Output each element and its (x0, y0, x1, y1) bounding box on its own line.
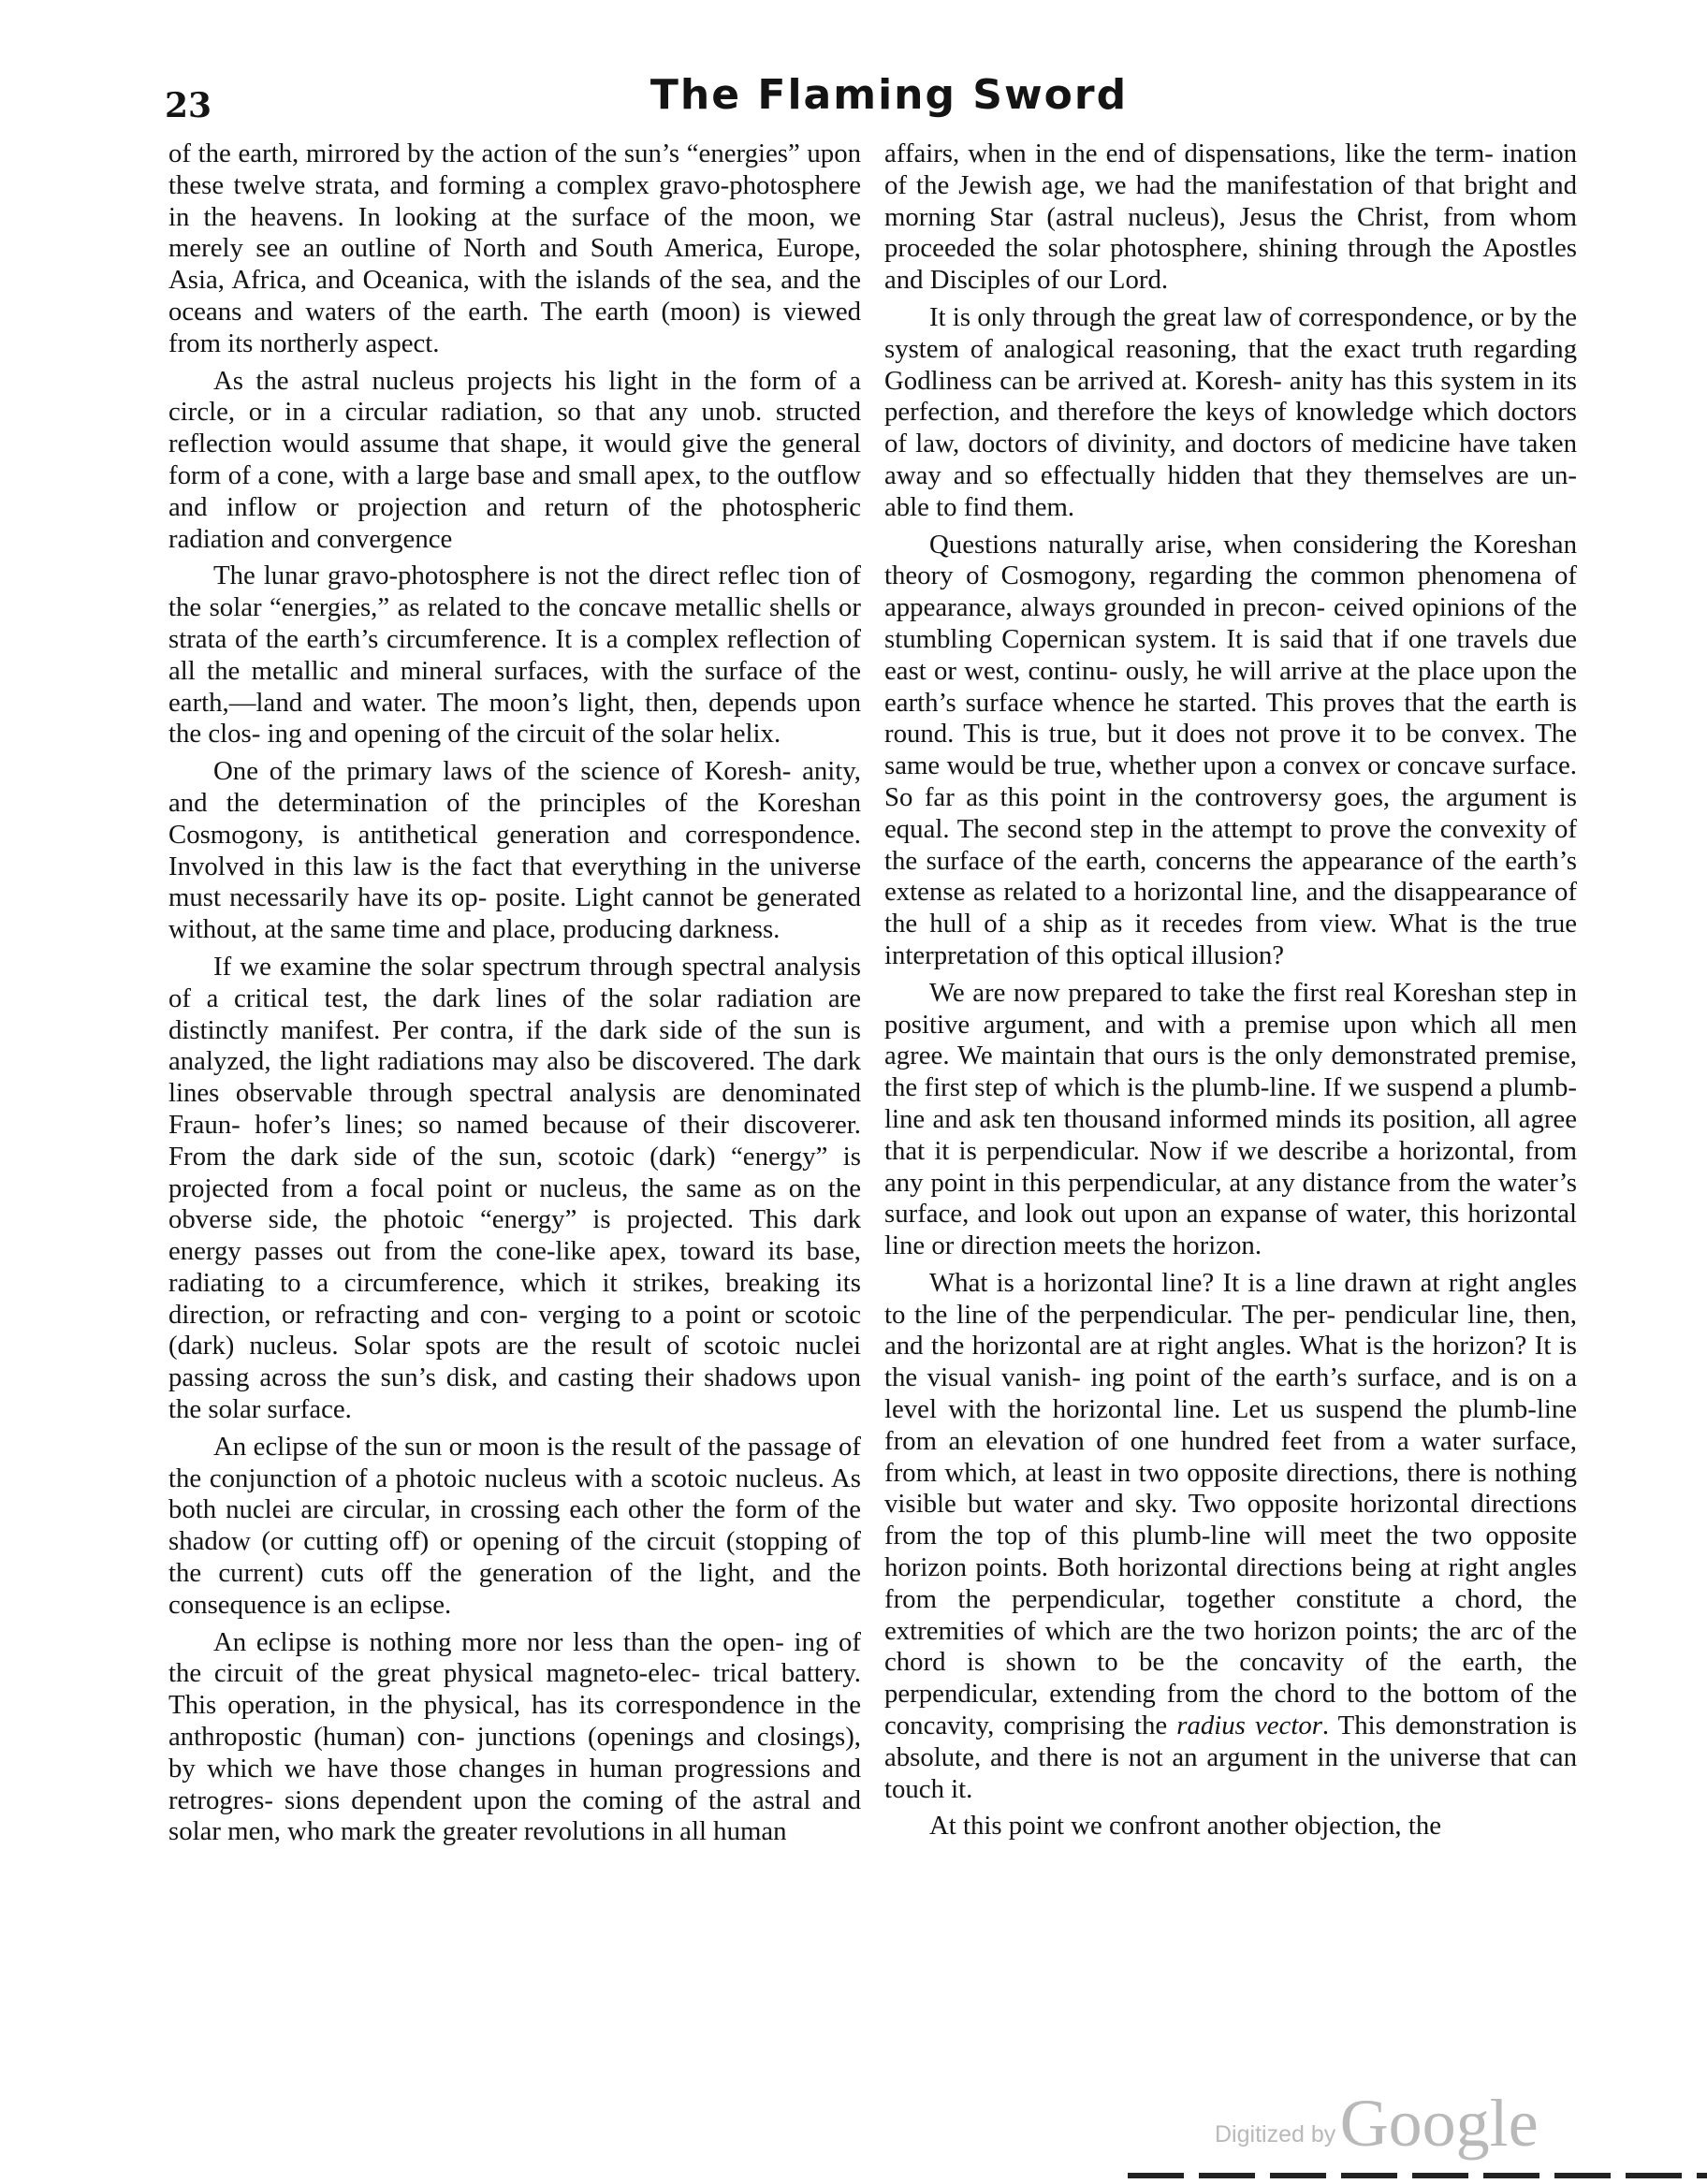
paragraph (884, 1268, 1577, 1806)
paragraph-text-tail: . This demonstration is absolute, and there is not an argument in the universe that can touch it. (884, 1711, 1577, 1804)
left-column (168, 138, 861, 1854)
italic-term: radius vector (1176, 1711, 1322, 1741)
page-number: 23 (165, 86, 212, 125)
paragraph: One of the primary laws of the science of Koresh- anity, and the determination of the principles of the Koreshan Cosmogony, is antithetical generation and correspondence. Involved in this law is the fact that everything in the universe must necessarily have its op- posite. Light cannot be generated without, at the same time and place, producing darkness. (168, 756, 861, 945)
bottom-rule (1128, 2173, 1707, 2178)
paragraph-text: What is a horizontal line? It is a line drawn at right angles to the line of the perpendicular. The per- pendicular line, then, and the horizontal are at right angles. What is the horizon? It is the visual vanish- ing point of the earth’s surface, and is on a level with the horizontal line. Let us suspend the plumb-line from an elevation of one hundred feet from a water surface, from which, at least in two opposite directions, there is nothing visible but water and sky. Two opposite horizontal directions from the top of this plumb-line will meet the two opposite horizon points. Both horizontal directions being at right angles from the perpendicular, together constitute a chord, the extremities of which are the two horizon points; the arc of the chord is shown to be the concavity of the earth, the perpendicular, extending from the chord to the bottom of the concavity, comprising the (884, 1267, 1577, 1741)
paragraph: affairs, when in the end of dispensations, like the term- ination of the Jewish age, we had the manifestation of that bright and morning Star (astral nucleus), Jesus the Christ, from whom proceeded the solar photosphere, shining through the Apostles and Disciples of our Lord. (884, 138, 1577, 296)
paragraph: It is only through the great law of correspondence, or by the system of analogical reasoning, that the exact truth regarding Godliness can be arrived at. Koresh- anity has this system in its perfection, and therefore the keys of knowledge which doctors of law, doctors of divinity, and doctors of medicine have taken away and so effectually hidden that they themselves are un- able to find them. (884, 301, 1577, 522)
paragraph: As the astral nucleus projects his light in the form of a circle, or in a circular radiation, so that any unob. structed reflection would assume that shape, it would give the general form of a cone, with a large base and small apex, to the outflow and inflow or projection and return of the photospheric radiation and convergence (168, 365, 861, 554)
paragraph: An eclipse is nothing more nor less than the open- ing of the circuit of the great physical magneto-elec- trical battery. This operation, in the physical, has its correspondence in the anthropostic (human) con- junctions (openings and closings), by which we have those changes in human progressions and retrogres- sions dependent upon the coming of the astral and solar men, who mark the greater revolutions in all human (168, 1626, 861, 1847)
right-column (884, 138, 1577, 1848)
paragraph: An eclipse of the sun or moon is the result of the passage of the conjunction of a photoic nucleus with a scotoic nucleus. As both nuclei are circular, in crossing each other the form of the shadow (or cutting off) or opening of the circuit (stopping of the current) cuts off the generation of the light, and the consequence is an eclipse. (168, 1431, 861, 1620)
watermark-prefix: Digitized by (1215, 2121, 1336, 2148)
paragraph: Questions naturally arise, when considering the Koreshan theory of Cosmogony, regarding the common phenomena of appearance, always grounded in precon- ceived opinions of the stumbling Copernican system. It is said that if one travels due east or west, continu- ously, he will arrive at the place upon the earth’s surface whence he started. This proves that the earth is round. This is true, but it does not prove it to be convex. The same would be true, whether upon a convex or concave surface. So far as this point in the controversy goes, the argument is equal. The second step in the attempt to prove the convexity of the surface of the earth, concerns the appearance of the earth’s extense as related to a horizontal line, and the disappearance of the hull of a ship as it recedes from view. What is the true interpretation of this optical illusion? (884, 529, 1577, 970)
paragraph: At this point we confront another objection, the (929, 1811, 1442, 1842)
watermark-brand: Google (1339, 2086, 1539, 2161)
paragraph: If we examine the solar spectrum through spectral analysis of a critical test, the dark lines of the solar radiation are distinctly manifest. Per contra, if the dark side of the sun is analyzed, the light radiations may also be discovered. The dark lines observable through spectral analysis are denominated Fraun- hofer’s lines; so named because of their discoverer. From the dark side of the sun, scotoic (dark) “energy” is projected from a focal point or nucleus, the same as on the obverse side, the photoic “energy” is projected. This dark energy passes out from the cone-like apex, toward its base, radiating to a circumference, which it strikes, breaking its direction, or refracting and con- verging to a point or scotoic (dark) nucleus. Solar spots are the result of scotoic nuclei passing across the sun’s disk, and casting their shadows upon the solar surface. (168, 951, 861, 1425)
paragraph: of the earth, mirrored by the action of the sun’s “energies” upon these twelve strata, and forming a complex gravo-photosphere in the heavens. In looking at the surface of the moon, we merely see an outline of North and South America, Europe, Asia, Africa, and Oceanica, with the islands of the sea, and the oceans and waters of the earth. The earth (moon) is viewed from its northerly aspect. (168, 138, 861, 358)
paragraph: The lunar gravo-photosphere is not the direct reflec tion of the solar “energies,” as related to the concave metallic shells or strata of the earth’s circumference. It is a complex reflection of all the metallic and mineral surfaces, with the surface of the earth,—land and water. The moon’s light, then, depends upon the clos- ing and opening of the circuit of the solar helix. (168, 561, 861, 750)
running-head-title: The Flaming Sword (649, 71, 1129, 119)
paragraph: We are now prepared to take the first real Koreshan step in positive argument, and with a premise upon which all men agree. We maintain that ours is the only demonstrated premise, the first step of which is the plumb-line. If we suspend a plumb-line and ask ten thousand informed minds its position, all agree that it is perpendicular. Now if we describe a horizontal, from any point in this perpendicular, at any distance from the water’s surface, and look out upon an expanse of water, this horizontal line or direction meets the horizon. (884, 977, 1577, 1261)
digitized-by-watermark (1215, 2085, 1539, 2162)
